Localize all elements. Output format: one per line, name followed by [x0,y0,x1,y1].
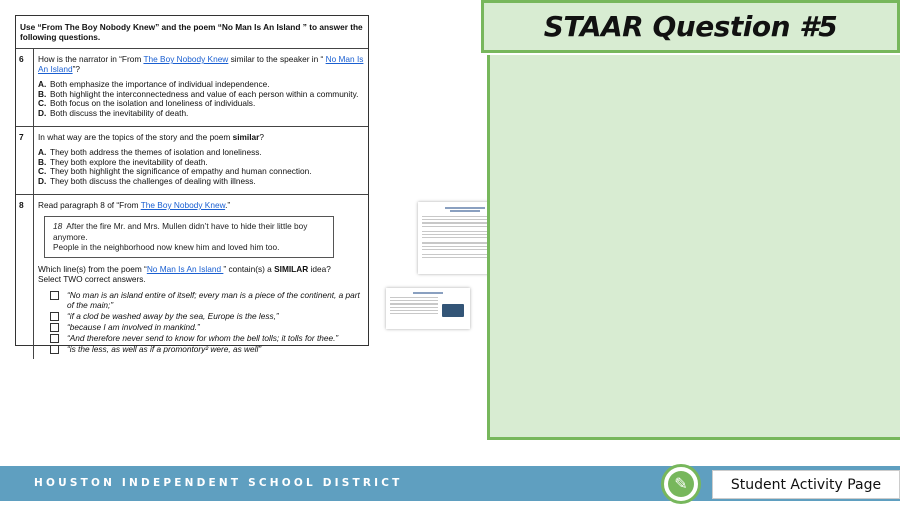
choice-4[interactable]: “And therefore never send to know for whom the bell tolls; it tolls for thee.” [38,333,364,343]
title-banner [481,0,900,53]
checkbox-icon[interactable] [50,291,59,300]
question-row-8 [16,195,368,359]
paragraph-quote: 18 After the fire Mr. and Mrs. Mullen didn’t have to hide their little boy anymore. People in the neighborhood now knew him and loved him too. [44,216,334,258]
pencil-badge [661,464,701,504]
poem-link[interactable]: No Man Is An Island [146,263,224,274]
story-link[interactable]: The Boy Nobody Knew [143,54,229,64]
answer-area[interactable] [487,55,900,440]
answer-option-a[interactable]: A. They both address the themes of isolation and loneliness. [38,147,262,157]
question-number: 7 [16,127,34,194]
choice-5[interactable]: “is the less, as well as if a promontory² were, as well” [38,344,364,354]
choice-1[interactable]: “No man is an island entire of itself; every man is a piece of the continent, a part of the main;” [38,290,364,310]
worksheet-instructions: Use “From The Boy Nobody Knew” and the poem “No Man Is An Island ” to answer the following questions. [16,16,368,49]
page-title: STAAR Question #5 [543,10,838,43]
question-row-7 [16,127,368,195]
question-prompt: Which line(s) from the poem “No Man Is An Island ” contain(s) a SIMILAR idea? [38,263,331,274]
pencil-icon: ✎ [668,471,694,497]
checkbox-icon[interactable] [50,312,59,321]
question-stem: Read paragraph 8 of “From The Boy Nobody Knew.” [38,200,231,210]
student-activity-label: Student Activity Page [712,470,900,499]
question-stem: How is the narrator in “From The Boy Nobody Knew similar to the speaker in “ No Man Is An Island”? [38,54,364,74]
answer-option-c[interactable]: C. Both focus on the isolation and loneliness of individuals. [38,98,256,109]
question-row-6 [16,49,368,127]
question-number: 6 [16,49,34,126]
checkbox-icon[interactable] [50,334,59,343]
answer-option-d[interactable]: D. Both discuss the inevitability of death. [38,107,189,118]
answer-option-b[interactable]: B. They both explore the inevitability of death. [38,156,208,167]
checkbox-icon[interactable] [50,323,59,332]
answer-option-a[interactable]: A. Both emphasize the importance of individual independence. [38,79,270,89]
answer-option-d[interactable]: D. They both discuss the challenges of dealing with illness. [38,175,256,186]
poem-link[interactable]: No Man Is An Island [38,54,364,74]
answer-option-b[interactable]: B. Both highlight the interconnectedness and value of each person within a community. [38,88,359,99]
question-stem: In what way are the topics of the story and the poem similar? [38,132,265,142]
worksheet-table [15,15,369,354]
answer-option-c[interactable]: C. They both highlight the significance of empathy and human connection. [38,166,312,177]
poem-thumbnail[interactable] [386,288,470,329]
choice-2[interactable]: “if a clod be washed away by the sea, Europe is the less,” [38,311,364,321]
choice-3[interactable]: “because I am involved in mankind.” [38,322,364,332]
story-link[interactable]: The Boy Nobody Knew [140,200,226,210]
question-number: 8 [16,195,34,359]
question-instruction: Select TWO correct answers. [38,273,146,284]
district-name: HOUSTON INDEPENDENT SCHOOL DISTRICT [34,477,403,489]
checkbox-icon[interactable] [50,345,59,354]
